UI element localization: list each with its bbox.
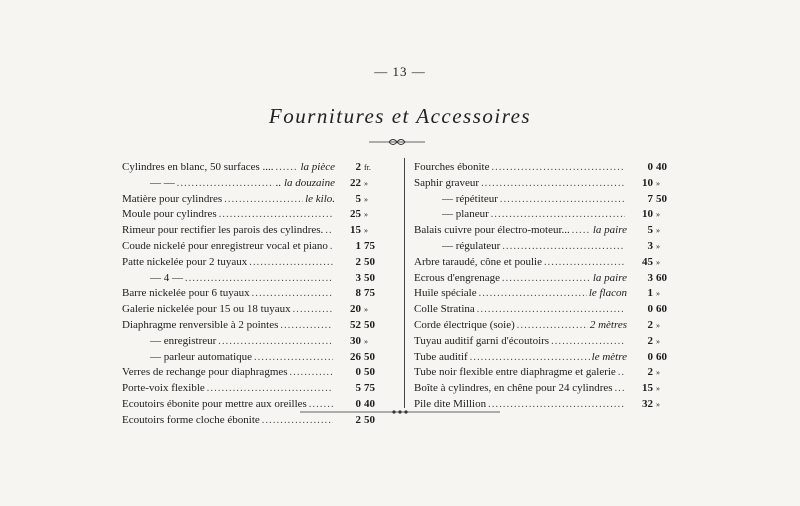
dot-leader (254, 350, 333, 366)
item-description: Cylindres en blanc, 50 surfaces .... (122, 161, 274, 173)
price-row (122, 176, 384, 192)
price-francs: 2 (647, 366, 653, 379)
price-francs: 5 (355, 192, 361, 205)
price-centimes: » (364, 226, 368, 236)
price-row (414, 192, 676, 208)
left-price-column (122, 160, 384, 429)
item-unit: le flacon (588, 287, 627, 300)
price-centimes: » (656, 241, 660, 251)
item-description: Moule pour cylindres (122, 208, 217, 221)
dot-leader (325, 223, 333, 239)
price-centimes: » (656, 384, 660, 394)
price-centimes: 50 (364, 318, 375, 331)
price-row (122, 271, 384, 287)
price-row (122, 207, 384, 223)
price-francs: 8 (355, 287, 361, 300)
price-centimes: 50 (656, 192, 667, 205)
price-francs: 0 (647, 161, 653, 173)
price-row (122, 192, 384, 208)
dot-leader (615, 381, 625, 397)
dot-leader (500, 192, 625, 208)
item-unit: 2 mètres (589, 318, 627, 331)
dot-leader (488, 397, 625, 413)
item-description: — parleur automatique (150, 350, 253, 363)
right-price-column (414, 160, 676, 413)
dot-leader (479, 286, 587, 302)
item-description: Ecoutoirs forme cloche ébonite (122, 413, 260, 426)
price-francs: 15 (350, 224, 361, 237)
dot-leader (470, 350, 590, 366)
item-description: — répétiteur (442, 192, 498, 205)
price-row (122, 223, 384, 239)
price-francs: 0 (355, 397, 361, 410)
price-row (122, 365, 384, 381)
price-centimes: » (364, 210, 368, 220)
dot-leader (207, 381, 333, 397)
dot-leader (276, 160, 299, 176)
price-francs: 15 (642, 382, 653, 395)
bottom-ornament-rule (300, 405, 500, 419)
price-row (414, 365, 676, 381)
dot-leader (219, 207, 333, 223)
price-row (122, 318, 384, 334)
item-description: Matière pour cylindres (122, 192, 223, 205)
item-unit: le kilo. (305, 192, 335, 205)
item-description: — — (150, 176, 175, 189)
price-francs: 22 (350, 176, 361, 189)
item-description: Galerie nickelée pour 15 ou 18 tuyaux (122, 303, 291, 316)
item-description: — 4 — (150, 271, 183, 284)
price-francs: 45 (642, 255, 653, 268)
price-centimes: 50 (364, 350, 375, 363)
price-centimes: » (364, 305, 368, 315)
price-francs: 5 (647, 224, 653, 237)
item-description: Coude nickelé pour enregistreur vocal et piano (122, 239, 328, 252)
price-row (122, 239, 384, 255)
dot-leader (293, 302, 333, 318)
item-description: Tuyau auditif garni d'écoutoirs (414, 334, 550, 347)
price-francs: 0 (647, 350, 653, 363)
price-row (414, 223, 676, 239)
price-francs: 2 (355, 255, 361, 268)
page-title: Fournitures et Accessoires (268, 104, 532, 128)
price-centimes: 40 (364, 397, 375, 410)
price-francs: 3 (647, 239, 653, 252)
item-unit: la pièce (300, 161, 335, 173)
price-row (414, 176, 676, 192)
price-francs: 30 (350, 334, 361, 347)
dot-leader (544, 255, 625, 271)
item-description: Pile dite Million (414, 397, 487, 410)
dot-leader (517, 318, 588, 334)
price-row (122, 255, 384, 271)
price-francs: 7 (647, 192, 653, 205)
price-centimes: » (656, 336, 660, 346)
price-row (414, 381, 676, 397)
dot-leader (330, 239, 333, 255)
price-francs: 5 (355, 382, 361, 395)
item-description: Saphir graveur (414, 176, 480, 189)
price-francs: 25 (350, 208, 361, 221)
price-row (414, 160, 676, 176)
item-description: Boîte à cylindres, en chêne pour 24 cylindres (414, 382, 613, 395)
item-description: — régulateur (442, 239, 501, 252)
item-description: — planeur (442, 208, 489, 221)
price-centimes: » (656, 257, 660, 267)
price-row (414, 286, 676, 302)
item-description: Huile spéciale (414, 287, 477, 300)
dot-leader (477, 302, 625, 318)
price-centimes: » (656, 399, 660, 409)
price-francs: 1 (355, 239, 361, 252)
price-centimes: 50 (364, 271, 375, 284)
price-francs: 10 (642, 176, 653, 189)
price-francs: 3 (647, 271, 653, 284)
price-row (414, 239, 676, 255)
price-centimes: » (364, 336, 368, 346)
item-unit: la paire (592, 224, 627, 237)
price-centimes: 60 (656, 271, 667, 284)
price-row (122, 334, 384, 350)
item-description: Corde électrique (soie) (414, 318, 515, 331)
item-description: Tube noir flexible entre diaphragme et galerie (414, 366, 616, 379)
dot-leader (218, 334, 333, 350)
dot-leader (252, 286, 333, 302)
price-francs: 20 (350, 303, 361, 316)
item-description: Balais cuivre pour électro-moteur... (414, 224, 570, 237)
price-francs: 0 (355, 366, 361, 379)
price-row (122, 350, 384, 366)
price-francs: 2 (647, 334, 653, 347)
price-centimes: 40 (656, 161, 667, 173)
price-centimes: » (656, 368, 660, 378)
price-francs: 1 (647, 287, 653, 300)
price-centimes: 75 (364, 382, 375, 395)
dot-leader (280, 318, 333, 334)
price-row (122, 160, 384, 176)
item-description: Ecrous d'engrenage (414, 271, 500, 284)
item-unit: le mètre (591, 350, 627, 363)
price-francs: 32 (642, 397, 653, 410)
price-row (414, 255, 676, 271)
dot-leader (551, 334, 625, 350)
price-centimes: » (656, 226, 660, 236)
dot-leader (491, 207, 625, 223)
dot-leader (502, 239, 625, 255)
price-centimes: 50 (364, 255, 375, 268)
price-centimes: 60 (656, 303, 667, 316)
price-francs: 2 (647, 318, 653, 331)
dot-leader (185, 271, 333, 287)
price-francs: 3 (355, 271, 361, 284)
price-centimes: 50 (364, 413, 375, 426)
item-unit: .. la douzaine (275, 176, 335, 189)
item-description: Tube auditif (414, 350, 468, 363)
price-centimes: 60 (656, 350, 667, 363)
dot-leader (491, 160, 625, 176)
dot-leader (177, 176, 274, 192)
price-row (414, 334, 676, 350)
item-description: Fourches ébonite (414, 161, 490, 173)
price-francs: 10 (642, 208, 653, 221)
page-number: — 13 — (374, 64, 426, 79)
price-centimes: » (656, 210, 660, 220)
item-description: Patte nickelée pour 2 tuyaux (122, 255, 248, 268)
title-ornament (367, 135, 427, 149)
price-row (414, 350, 676, 366)
price-centimes: 75 (364, 239, 375, 252)
dot-leader (618, 365, 625, 381)
price-centimes: fr. (364, 163, 371, 172)
dot-leader (249, 255, 333, 271)
item-description: Rimeur pour rectifier les parois des cylindres. (122, 224, 324, 237)
price-francs: 2 (355, 413, 361, 426)
price-centimes: » (656, 289, 660, 299)
item-description: — enregistreur (150, 334, 217, 347)
price-row (122, 286, 384, 302)
item-description: Barre nickelée pour 6 tuyaux (122, 287, 250, 300)
price-row (414, 271, 676, 287)
item-description: Porte-voix flexible (122, 382, 205, 395)
item-description: Ecoutoirs ébonite pour mettre aux oreilles (122, 397, 307, 410)
price-centimes: » (364, 178, 368, 188)
item-unit: la paire (592, 271, 627, 284)
price-centimes: » (364, 194, 368, 204)
dot-leader (224, 192, 303, 208)
item-description: Diaphragme renversible à 2 pointes (122, 318, 279, 331)
column-divider (404, 158, 405, 408)
price-francs: 2 (355, 161, 361, 173)
dot-leader (481, 176, 625, 192)
dot-leader (290, 365, 333, 381)
price-centimes: 50 (364, 366, 375, 379)
price-row (122, 381, 384, 397)
price-francs: 26 (350, 350, 361, 363)
item-description: Arbre taraudé, cône et poulie (414, 255, 542, 268)
item-description: Colle Stratina (414, 303, 475, 316)
price-row (414, 302, 676, 318)
dot-leader (572, 223, 591, 239)
price-francs: 0 (647, 303, 653, 316)
price-row (414, 318, 676, 334)
price-row (122, 302, 384, 318)
dot-leader (502, 271, 591, 287)
price-centimes: 75 (364, 287, 375, 300)
price-row (414, 207, 676, 223)
price-centimes: » (656, 320, 660, 330)
price-centimes: » (656, 178, 660, 188)
price-francs: 52 (350, 318, 361, 331)
item-description: Verres de rechange pour diaphragmes (122, 366, 288, 379)
